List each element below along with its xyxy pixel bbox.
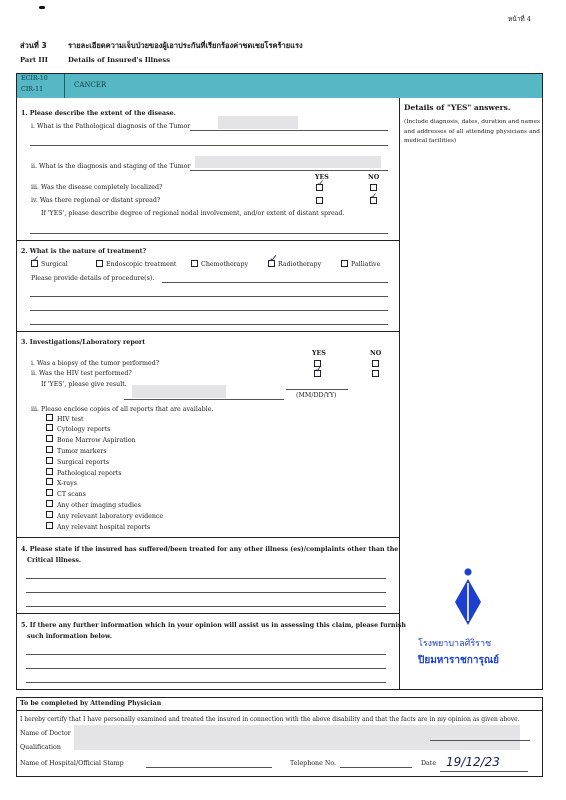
banner-code-1: ECIR-10 [21,75,48,82]
q2-palliative-checkbox[interactable] [341,260,348,267]
q3-i-label: i. Was a biopsy of the tumor performed? [31,360,160,367]
q1-iv-yes-checkbox[interactable] [316,197,323,204]
q3-i-no-checkbox[interactable] [372,360,379,367]
q3-yes-header: YES [312,350,326,357]
date-value: 19/12/23 [446,755,500,769]
q2-chemotherapy-checkbox[interactable] [191,260,198,267]
report-surgical: Surgical reports [57,459,110,466]
banner-code-2: CIR-11 [21,86,44,93]
redacted-pathology [218,116,298,129]
report-pathological: Pathological reports [57,470,122,477]
page-number: หน้าที่ 4 [508,15,531,23]
physician-certify: I hereby certify that I have personally examined and treated the insured in connection with the above disability and that the facts are in my opinion as given above. [20,716,520,723]
part-title: Details of Insured's Illness [68,56,171,64]
report-hiv-checkbox[interactable] [46,414,53,421]
report-lab: Any relevant laboratory evidence [57,513,164,520]
report-xrays-checkbox[interactable] [46,478,53,485]
hospital-logo-icon [445,567,491,629]
q3-date-format: (MM/DD/YY) [296,392,337,399]
check-mark-icon: ✓ [32,255,40,265]
side-text: (Include diagnosis, dates, duration and names and addresses of all attending physicians and medical facilities) [404,119,540,144]
q1-iii-label: iii. Was the disease completely localized? [31,184,163,191]
report-tumor-markers-checkbox[interactable] [46,446,53,453]
report-cytology-checkbox[interactable] [46,424,53,431]
q2-endoscopic-checkbox[interactable] [96,260,103,267]
redacted-staging [195,156,381,168]
telephone-label: Telephone No. [290,760,337,767]
q3-ii-label: ii. Was the HIV test performed? [31,370,132,377]
q3-title: 3. Investigations/Laboratory report [21,339,146,346]
q1-iv-label: iv. Was there regional or distant spread? [31,197,161,204]
q2-option-endoscopic: Endoscopic treatment [106,261,177,268]
q2-option-surgical: Surgical [41,261,68,268]
hospital-name-thai: โรงพยาบาลศิริราช [418,639,492,649]
report-hospital: Any relevant hospital reports [57,524,151,531]
q2-option-radiotherapy: Radiotherapy [278,261,322,268]
physician-heading: To be completed by Attending Physician [20,700,162,707]
hospital-stamp-label: Name of Hospital/Official Stamp [20,760,124,767]
side-heading: Details of "YES" answers. [404,103,511,112]
check-mark-icon: ✓ [317,179,325,189]
redacted-result [132,385,226,398]
check-mark-icon: ✓ [315,365,323,375]
hospital-name-thai-2: ปิยมหาราชการุณย์ [418,655,499,666]
q5-title-line2: such information below. [27,633,112,640]
report-tumor-markers: Tumor markers [57,448,107,455]
report-hospital-checkbox[interactable] [46,522,53,529]
report-lab-checkbox[interactable] [46,511,53,518]
q2-title: 2. What is the nature of treatment? [21,248,147,255]
banner-title: CANCER [74,81,107,89]
q3-iii-label: iii. Please enclose copies of all reports that are available. [31,406,214,413]
q5-title-line1: 5. If there any further information which in your opinion will assist us in assessing this claim, please furnish [21,622,406,629]
report-imaging-checkbox[interactable] [46,500,53,507]
q1-i-label: i. What is the Pathological diagnosis of the Tumor [31,123,191,130]
q1-no-header: NO [368,174,380,181]
qualification-label: Qualification [20,744,61,751]
q3-result-label: If 'YES', please give result. [41,381,127,388]
q1-iii-no-checkbox[interactable] [370,184,377,191]
report-imaging: Any other imaging studies [57,502,141,509]
section-thai-title: รายละเอียดความเจ็บป่วยของผู้เอาประกันที่เรียกร้องค่าชดเชยโรคร้ายแรง [68,41,303,50]
doctor-name-label: Name of Doctor [20,730,71,737]
part-label: Part III [20,56,48,64]
date-label: Date [421,760,437,767]
report-bone-marrow: Bone Marrow Aspiration [57,437,136,444]
report-ct-checkbox[interactable] [46,489,53,496]
report-cytology: Cytology reports [57,426,111,433]
report-surgical-checkbox[interactable] [46,457,53,464]
report-xrays: X-rays [57,480,77,487]
q4-title-line2: Critical Illness. [27,557,82,564]
q1-note: If 'YES', please describe degree of regional nodal involvement, and/or extent of distant spread. [41,210,345,217]
report-hiv: HIV test [57,416,84,423]
q2-details-label: Please provide details of procedure(s). [31,275,155,282]
q2-option-palliative: Palliative [351,261,381,268]
q1-yes-header: YES [315,174,329,181]
q1-ii-label: ii. What is the diagnosis and staging of the Tumor [31,163,191,170]
q2-option-chemotherapy: Chemotherapy [201,261,249,268]
section-thai-label: ส่วนที่ 3 [20,41,47,50]
check-mark-icon: ✓ [370,192,378,202]
report-pathological-checkbox[interactable] [46,468,53,475]
report-ct: CT scans [57,491,86,498]
q4-title-line1: 4. Please state if the insured has suffered/been treated for any other illness (es)/complaints other than the [21,546,399,553]
redacted-doctor-info [74,725,520,750]
q3-ii-no-checkbox[interactable] [372,370,379,377]
q3-no-header: NO [370,350,382,357]
check-mark-icon: ✓ [269,252,279,265]
q1-title: 1. Please describe the extent of the disease. [21,110,176,117]
pen-mark [39,6,45,9]
report-bone-marrow-checkbox[interactable] [46,435,53,442]
